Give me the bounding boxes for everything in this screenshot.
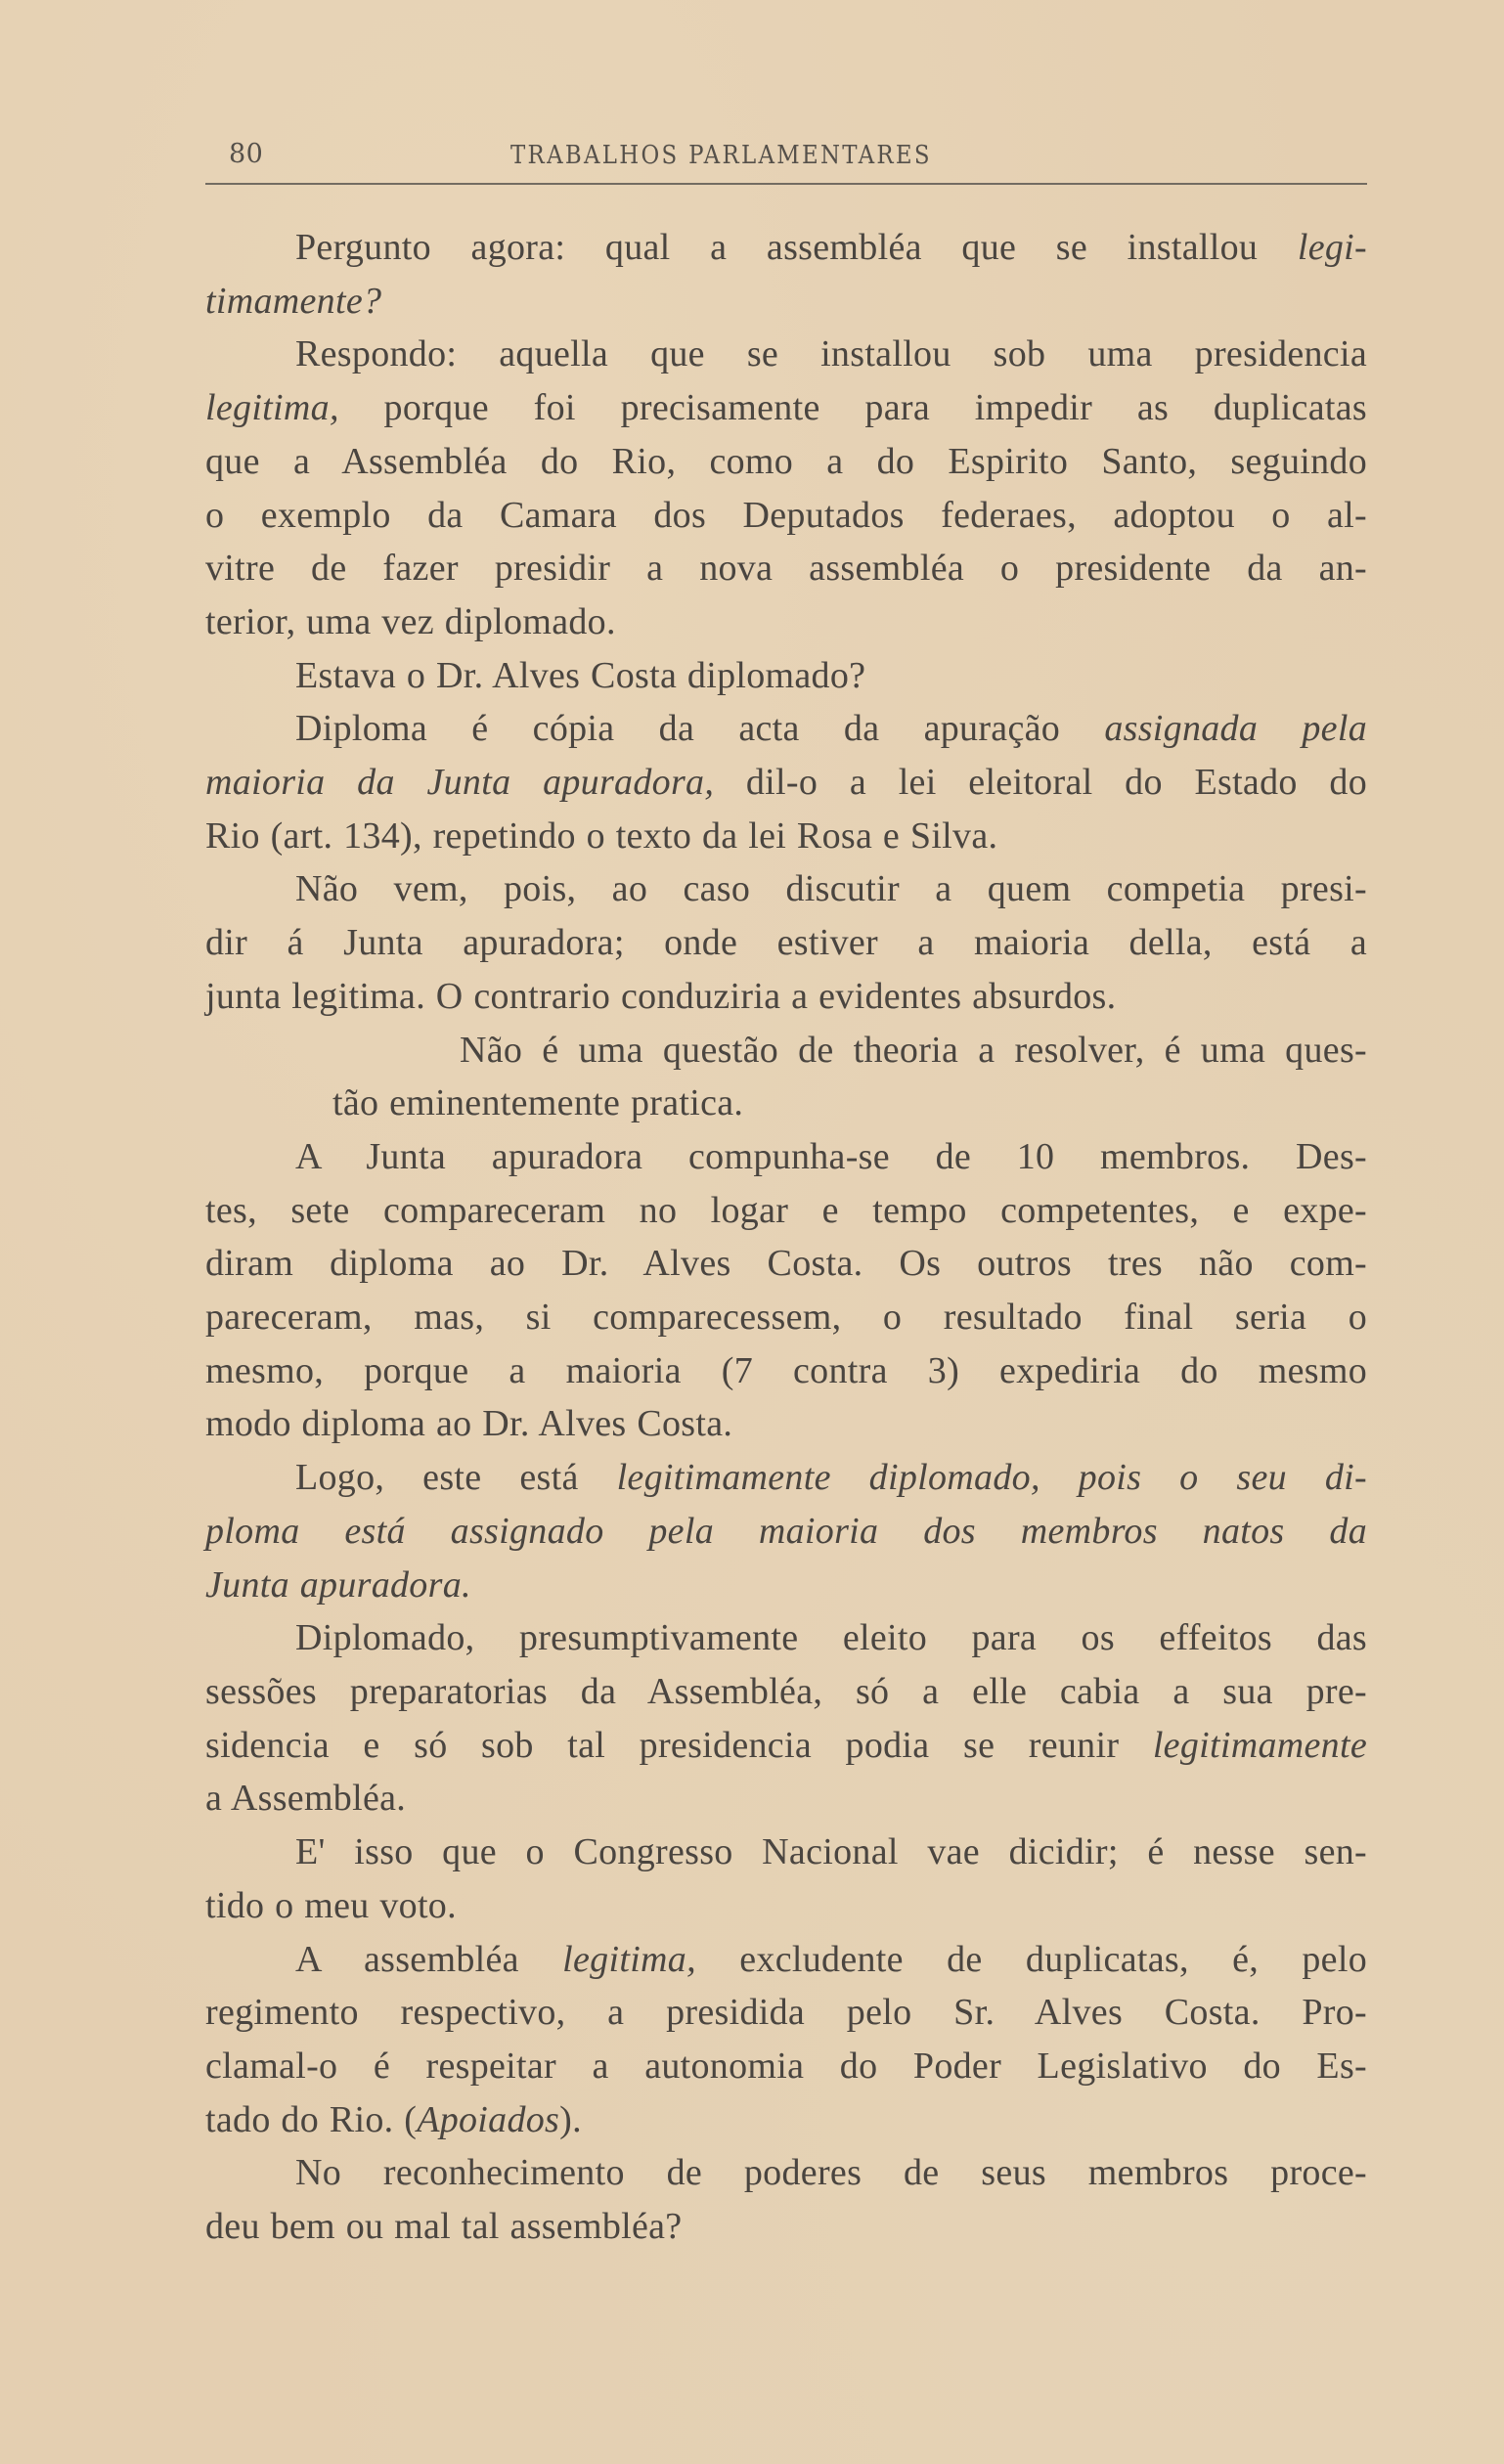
text-line bbox=[205, 1826, 1367, 1879]
italic-text: ploma está assignado pela maioria dos membros natos da bbox=[205, 1510, 1367, 1552]
text-line bbox=[205, 1879, 1367, 1933]
text-run: A assembléa bbox=[295, 1938, 563, 1980]
text-run: Logo, este está bbox=[295, 1457, 617, 1499]
text-run: No reconhecimento de poderes de seus membros proce- bbox=[295, 2152, 1367, 2194]
text-run: dir á Junta apuradora; onde estiver a maioria della, está a bbox=[205, 922, 1367, 964]
text-run: excludente de duplicatas, é, pelo bbox=[695, 1938, 1368, 1980]
paragraph bbox=[205, 702, 1367, 862]
text-run: tido o meu voto. bbox=[205, 1884, 457, 1926]
text-line bbox=[205, 810, 1367, 863]
italic-text: Junta apuradora. bbox=[205, 1563, 471, 1606]
italic-text: Apoiados bbox=[417, 2098, 560, 2140]
text-run: mesmo, porque a maioria (7 contra 3) expediria do mesmo bbox=[205, 1349, 1367, 1391]
text-line bbox=[205, 1611, 1367, 1665]
paragraph bbox=[205, 1024, 1367, 1130]
text-line bbox=[205, 1237, 1367, 1291]
text-run: tes, sete compareceram no logar e tempo competentes, e expe- bbox=[205, 1189, 1367, 1231]
text-run: o exemplo da Camara dos Deputados federaes, adoptou o al- bbox=[205, 494, 1367, 536]
text-line bbox=[205, 1665, 1367, 1719]
text-run: clamal-o é respeitar a autonomia do Poder Legislativo do Es- bbox=[205, 2045, 1367, 2087]
text-line bbox=[205, 275, 1367, 329]
text-run: E' isso que o Congresso Nacional vae dicidir; é nesse sen- bbox=[295, 1831, 1367, 1873]
text-line bbox=[205, 1024, 1367, 1078]
text-run: sidencia e só sob tal presidencia podia se reunir bbox=[205, 1724, 1153, 1766]
text-run: deu bem ou mal tal assembléa? bbox=[205, 2206, 683, 2248]
text-run: Não vem, pois, ao caso discutir a quem competia presi- bbox=[295, 868, 1367, 910]
running-head bbox=[205, 135, 1367, 174]
text-line bbox=[205, 1933, 1367, 1987]
text-line bbox=[205, 1772, 1367, 1826]
text-line bbox=[205, 1505, 1367, 1559]
text-run: terior, uma vez diplomado. bbox=[205, 600, 616, 642]
text-line bbox=[205, 702, 1367, 756]
paragraph bbox=[205, 2146, 1367, 2253]
text-run: Respondo: aquella que se installou sob uma presidencia bbox=[295, 333, 1367, 375]
paragraph bbox=[205, 1933, 1367, 2147]
text-run: junta legitima. O contrario conduziria a evidentes absurdos. bbox=[205, 975, 1117, 1017]
text-run: Rio (art. 134), repetindo o texto da lei Rosa e Silva. bbox=[205, 814, 998, 857]
text-line bbox=[205, 2040, 1367, 2093]
paragraph bbox=[205, 328, 1367, 648]
text-run: dil-o a lei eleitoral do Estado do bbox=[714, 762, 1367, 804]
text-line bbox=[205, 1986, 1367, 2040]
text-run: pareceram, mas, si comparecessem, o resultado final seria o bbox=[205, 1297, 1367, 1339]
page-number: 80 bbox=[229, 139, 264, 169]
text-line bbox=[205, 542, 1367, 595]
italic-text: assignada pela bbox=[1104, 708, 1367, 750]
italic-text: maioria da Junta apuradora, bbox=[205, 762, 715, 804]
text-run: vitre de fazer presidir a nova assembléa o presidente da an- bbox=[205, 548, 1367, 590]
text-line bbox=[205, 2146, 1367, 2200]
text-run: regimento respectivo, a presidida pelo Sr. Alves Costa. Pro- bbox=[205, 1992, 1367, 2034]
text-run: sessões preparatorias da Assembléa, só a elle cabia a sua pre- bbox=[205, 1670, 1367, 1712]
italic-text: timamente? bbox=[205, 280, 382, 322]
text-line bbox=[205, 1184, 1367, 1238]
text-run: diram diploma ao Dr. Alves Costa. Os outros tres não com- bbox=[205, 1243, 1367, 1285]
text-line bbox=[205, 2200, 1367, 2254]
italic-text: legitimamente bbox=[1152, 1724, 1367, 1766]
text-line bbox=[205, 1291, 1367, 1344]
text-run: modo diploma ao Dr. Alves Costa. bbox=[205, 1403, 733, 1445]
text-line bbox=[205, 1451, 1367, 1505]
text-run: Não é uma questão de theoria a resolver, é uma ques- bbox=[460, 1029, 1367, 1071]
italic-text: legitima, bbox=[205, 387, 339, 429]
text-line bbox=[205, 1559, 1367, 1612]
text-run: porque foi precisamente para impedir as duplicatas bbox=[338, 387, 1367, 429]
text-line bbox=[205, 1719, 1367, 1773]
text-line bbox=[205, 1077, 1367, 1130]
text-line bbox=[205, 649, 1367, 703]
text-run: Diplomado, presumptivamente eleito para os effeitos das bbox=[295, 1617, 1367, 1659]
text-line bbox=[205, 328, 1367, 381]
header-rule bbox=[205, 183, 1367, 185]
text-run: tão eminentemente pratica. bbox=[332, 1082, 744, 1124]
paragraph bbox=[205, 649, 1367, 703]
text-line bbox=[205, 916, 1367, 970]
paragraph bbox=[205, 1826, 1367, 1932]
body-text bbox=[205, 221, 1367, 2254]
paragraph bbox=[205, 862, 1367, 1023]
text-run: a Assembléa. bbox=[205, 1778, 407, 1820]
italic-text: legi- bbox=[1297, 227, 1367, 268]
text-run: A Junta apuradora compunha-se de 10 membros. Des- bbox=[295, 1135, 1367, 1177]
paragraph bbox=[205, 221, 1367, 328]
paragraph bbox=[205, 1130, 1367, 1451]
text-line bbox=[205, 489, 1367, 543]
paragraph bbox=[205, 1611, 1367, 1826]
text-line bbox=[205, 2093, 1367, 2147]
text-line bbox=[205, 756, 1367, 810]
running-title: TRABALHOS PARLAMENTARES bbox=[510, 141, 932, 170]
text-run: Estava o Dr. Alves Costa diplomado? bbox=[295, 654, 866, 696]
text-line bbox=[205, 435, 1367, 489]
text-line bbox=[205, 595, 1367, 649]
text-line bbox=[205, 221, 1367, 275]
text-line bbox=[205, 1397, 1367, 1451]
text-line bbox=[205, 1130, 1367, 1184]
text-run: Diploma é cópia da acta da apuração bbox=[295, 708, 1105, 750]
text-run: ). bbox=[559, 2098, 582, 2140]
italic-text: legitimamente diplomado, pois o seu di- bbox=[616, 1457, 1367, 1499]
text-line bbox=[205, 862, 1367, 916]
text-run: que a Assembléa do Rio, como a do Espirito Santo, seguindo bbox=[205, 440, 1367, 482]
text-line bbox=[205, 970, 1367, 1024]
italic-text: legitima, bbox=[562, 1938, 696, 1980]
text-line bbox=[205, 1344, 1367, 1398]
text-line bbox=[205, 381, 1367, 435]
text-run: tado do Rio. ( bbox=[205, 2098, 418, 2140]
paragraph bbox=[205, 1451, 1367, 1611]
text-run: Pergunto agora: qual a assembléa que se installou bbox=[295, 227, 1298, 268]
